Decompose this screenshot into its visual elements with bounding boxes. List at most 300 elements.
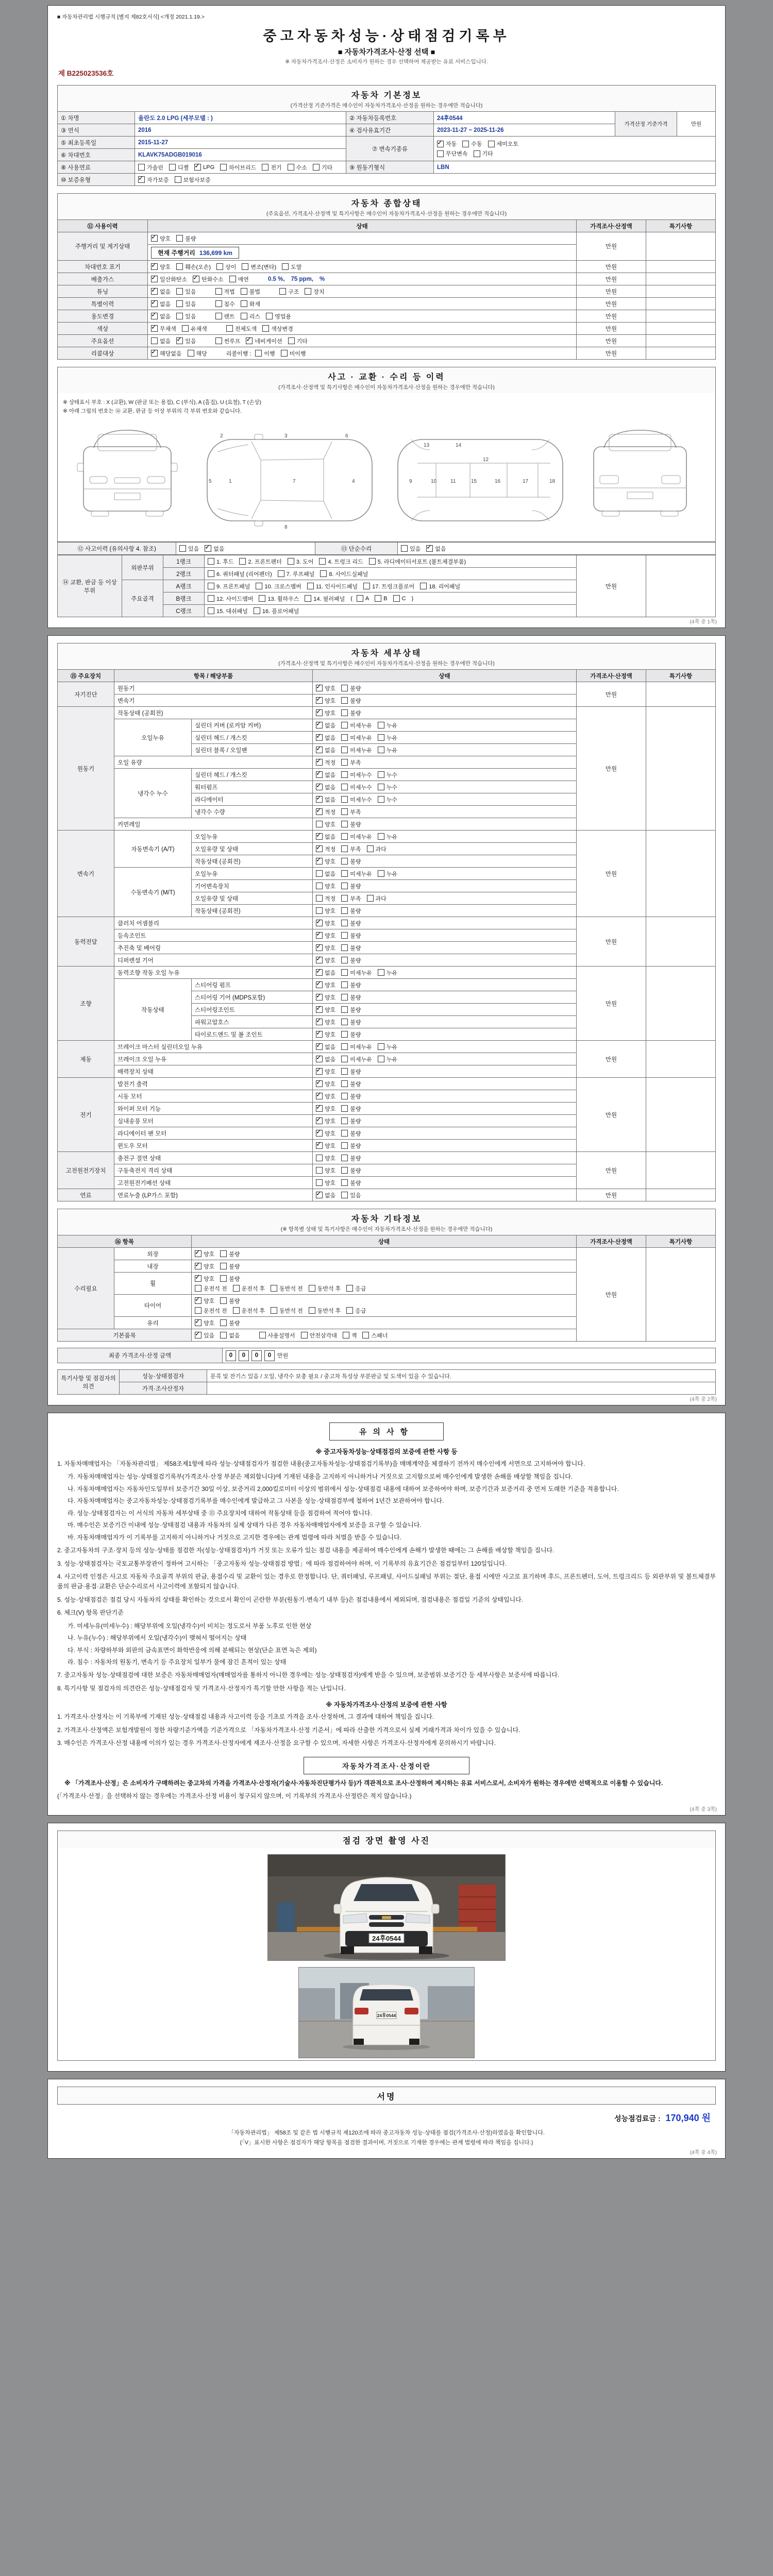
checkbox-label: 없음 [325, 784, 336, 791]
card-photos [47, 1823, 726, 2072]
cell: 동력전달 [58, 917, 114, 967]
mileage-box: 현재 주행거리 136,699 km [151, 247, 239, 259]
panel-damage-table [57, 555, 716, 617]
checkbox-checked [151, 349, 182, 358]
cell [313, 1028, 577, 1041]
cell: 만원 [577, 261, 646, 273]
checkbox-unchecked [341, 746, 372, 754]
checkbox-icon [316, 734, 323, 741]
cell: 특기사항 [646, 220, 716, 232]
table-row [58, 1235, 716, 1248]
cell [313, 1152, 577, 1164]
price-appraisal-box-body [57, 1778, 716, 1802]
section-title: 자동차 기본정보 [351, 91, 422, 100]
remarks-table [57, 1369, 716, 1395]
checkbox-icon [188, 350, 194, 357]
checkbox-checked [316, 1191, 335, 1199]
cell: ② 자동차등록번호 [346, 112, 434, 124]
checkbox-icon [241, 313, 247, 319]
checkbox-unchecked [282, 263, 301, 271]
checkbox-icon [378, 771, 384, 778]
cell [313, 1053, 577, 1065]
cell: ⑫ 사고이력 (유의사항 4. 참조) [58, 543, 176, 555]
cell: 실린더 커버 (로커암 커버) [192, 719, 313, 732]
checkbox-label: 11. 인사이드패널 [315, 583, 358, 590]
checkbox-label: 없음 [325, 1192, 336, 1199]
cell [646, 555, 716, 617]
table-row [58, 707, 716, 719]
checkbox-label: 누수 [386, 772, 398, 778]
cell [313, 719, 577, 732]
checkbox-label: 운전석 전 [204, 1308, 227, 1314]
checkbox-label: 도말 [291, 264, 302, 270]
checkbox-icon [341, 1192, 348, 1198]
checkbox-label: 양호 [325, 858, 336, 865]
checkbox-icon [341, 1179, 348, 1186]
checkbox-icon [262, 325, 269, 332]
checkbox-unchecked [341, 1166, 361, 1175]
cell: 만원 [577, 831, 646, 917]
text-item: 리콜이행 : [226, 350, 251, 357]
simple-repair [398, 543, 716, 555]
checkbox-icon [316, 1192, 323, 1198]
checkbox-icon [341, 858, 348, 865]
svg-text:7: 7 [293, 479, 296, 484]
inspection-photo-front [267, 1854, 506, 1961]
checkbox-icon [215, 300, 222, 307]
svg-text:13: 13 [424, 443, 430, 448]
cell: 주행거리 및 계기상태 [58, 232, 148, 261]
cell: 추진축 및 베어링 [114, 942, 313, 954]
table-row [58, 1348, 716, 1363]
cell: 자동변속기 (A/T) [114, 831, 192, 868]
notice-paragraph: ※ 「가격조사·산정」은 소비자가 구매하려는 중고차의 가격을 가격조사·산정자(기술사·자동차진단평가사 등)가 객관적으로 조사·산정하여 제시하는 유료 서비스로서, 소비자가 원하는 경우에만 선택적으로 이용할 수 있습니다. [64, 1779, 663, 1787]
cell [313, 942, 577, 954]
checkbox-icon [175, 176, 181, 183]
checkbox-unchecked [151, 337, 171, 345]
checkbox-icon [320, 570, 327, 577]
checkbox-icon [313, 164, 320, 171]
checkbox-checked [316, 1129, 335, 1138]
checkbox-unchecked [341, 1105, 361, 1113]
checkbox-unchecked [176, 234, 196, 243]
checkbox-icon [176, 263, 183, 270]
checkbox-icon [316, 833, 323, 840]
checkbox-unchecked [215, 337, 241, 345]
checkbox-unchecked [266, 312, 291, 320]
checkbox-label: 누유 [386, 747, 398, 754]
checkbox-label: 동반석 전 [279, 1308, 303, 1314]
cell [646, 261, 716, 273]
cell: B랭크 [163, 592, 205, 605]
fuel-type [135, 161, 346, 174]
checkbox-label: 훼손(오손) [185, 264, 211, 270]
cell [148, 335, 577, 347]
notice-paragraph: 라. 침수 : 자동차의 원동기, 변속기 등 주요장치 일부가 물에 잠긴 흔적이 있는 상태 [68, 1658, 287, 1666]
checkbox-icon [346, 1285, 353, 1292]
checkbox-unchecked [215, 287, 235, 296]
checkbox-label: 누유 [386, 1056, 398, 1063]
cell: ⑦ 변속기종류 [346, 137, 434, 161]
checkbox-label: 양호 [160, 235, 171, 242]
checkbox-unchecked [239, 557, 281, 566]
checkbox-checked [316, 993, 335, 1002]
checkbox-unchecked [367, 845, 386, 853]
cell: 작동상태 (공회전) [114, 707, 313, 719]
checkbox-checked [316, 1080, 335, 1088]
checkbox-icon [220, 1263, 227, 1269]
cell [646, 232, 716, 261]
cell: 오일유량 및 상태 [192, 843, 313, 855]
checkbox-checked [151, 234, 171, 243]
checkbox-icon [341, 1142, 348, 1149]
checkbox-checked [316, 734, 335, 742]
checkbox-checked [195, 1319, 214, 1327]
table-row [58, 347, 716, 360]
checkbox-unchecked [341, 833, 372, 841]
checkbox-icon [316, 845, 323, 852]
checkbox-icon [316, 907, 323, 914]
checkbox-unchecked [176, 300, 196, 308]
checkbox-icon [195, 1332, 201, 1338]
checkbox-unchecked [341, 857, 361, 866]
checkbox-icon [341, 759, 348, 766]
checkbox-label: 없음 [160, 313, 171, 320]
checkbox-label: 적정 [325, 759, 336, 766]
checkbox-icon [316, 944, 323, 951]
cell [313, 1004, 577, 1016]
cell [205, 580, 577, 592]
checkbox-icon [151, 325, 158, 332]
checkbox-icon [341, 969, 348, 976]
cell: 라디에이터 [192, 793, 313, 806]
checkbox-icon [316, 1031, 323, 1038]
inspector-remark: 문콕 및 잔기스 있음 / 오일, 냉각수 보충 필요 / 중고차 특성상 부분판금 및 도색이 있을 수 있습니다. [207, 1370, 716, 1382]
section-title: 자동차 기타정보 [351, 1215, 422, 1224]
checkbox-checked [316, 857, 335, 866]
checkbox-unchecked [437, 149, 468, 158]
notices-body [57, 1447, 716, 1749]
checkbox-label: 있음 [188, 546, 199, 552]
cell: C랭크 [163, 605, 205, 617]
checkbox-icon [233, 1307, 240, 1314]
checkbox-checked [316, 981, 335, 989]
checkbox-label: 렌트 [224, 313, 235, 320]
checkbox-label: 없음 [325, 747, 336, 754]
checkbox-label: 적정 [325, 809, 336, 816]
cell: 가격산정 기준가격 [615, 112, 677, 137]
cell [313, 979, 577, 991]
checkbox-label: 불량 [350, 1019, 361, 1026]
checkbox-icon [341, 1093, 348, 1099]
checkbox-checked [316, 833, 335, 841]
cell: 커먼레일 [114, 818, 313, 831]
svg-text:1: 1 [229, 479, 232, 484]
notice-paragraph: 3. 성능·상태점검자는 국토교통부장관이 정하여 고시하는 「중고자동차 성능·상태점검 방법」에 따라 점검하여야 하며, 이 기록부의 유효기간은 점검일부터 120일입니다. [57, 1560, 507, 1567]
checkbox-label: 불량 [350, 883, 361, 890]
checkbox-icon [316, 1167, 323, 1174]
checkbox-label: 운전석 전 [204, 1285, 227, 1292]
checkbox-icon [316, 821, 323, 827]
checkbox-icon [316, 1105, 323, 1112]
table-row [58, 1078, 716, 1090]
cell: 특별이력 [58, 298, 148, 310]
checkbox-label: 없음 [325, 970, 336, 976]
checkbox-label: 미세누수 [350, 784, 372, 791]
table-row [58, 967, 716, 979]
checkbox-label: 적정 [325, 895, 336, 902]
photo-area [57, 1848, 716, 2061]
checkbox-label: 13. 휠하우스 [267, 596, 299, 602]
svg-text:18: 18 [549, 479, 556, 484]
checkbox-label: 누유 [386, 1044, 398, 1050]
checkbox-unchecked [288, 557, 313, 566]
checkbox-label: 불량 [229, 1298, 240, 1304]
checkbox-label: 불량 [350, 1118, 361, 1125]
cell: 만원 [577, 917, 646, 967]
checkbox-icon [378, 833, 384, 840]
cell: 용도변경 [58, 310, 148, 323]
checkbox-icon [316, 1068, 323, 1075]
notice-paragraph: 나. 누유(누수) : 해당부위에서 오일(냉각수)이 맺혀서 떨어지는 상태 [68, 1634, 247, 1642]
cell: 스티어링조인트 [192, 1004, 313, 1016]
checkbox-label: 양호 [325, 1093, 336, 1100]
page-subtitle: ■ 자동차가격조사·산정 선택 ■ [338, 48, 435, 57]
checkbox-unchecked [341, 845, 361, 853]
checkbox-label: 스패너 [371, 1332, 388, 1339]
checkbox-label: 없음 [435, 546, 446, 552]
checkbox-icon [316, 722, 323, 728]
cell [646, 335, 716, 347]
checkbox-icon [341, 895, 348, 902]
basic-info-table [57, 111, 716, 186]
checkbox-unchecked [262, 325, 293, 333]
checkbox-unchecked [309, 1307, 341, 1315]
checkbox-label: 불량 [350, 858, 361, 865]
checkbox-label: 불량 [350, 685, 361, 692]
section-title: 서명 [377, 2092, 396, 2102]
checkbox-icon [316, 1142, 323, 1149]
car-top-view [207, 434, 372, 526]
checkbox-checked [151, 263, 171, 271]
checkbox-unchecked [259, 1331, 295, 1340]
svg-text:3: 3 [284, 433, 288, 439]
checkbox-label: 네비게이션 [255, 338, 282, 345]
checkbox-unchecked [341, 931, 361, 940]
cell: 실내송풍 모터 [114, 1115, 313, 1127]
checkbox-unchecked [226, 325, 257, 333]
cell: 실린더 헤드 / 개스킷 [192, 769, 313, 781]
checkbox-unchecked [401, 545, 421, 553]
cell: ① 차명 [58, 112, 135, 124]
checkbox-icon [343, 1332, 349, 1338]
checkbox-label: B [383, 595, 388, 602]
cell [313, 1177, 577, 1189]
cell: 변속기 [58, 831, 114, 917]
cell [148, 323, 577, 335]
cell: 만원 [577, 555, 646, 617]
cell: ⑬ 단순수리 [315, 543, 398, 555]
checkbox-label: 양호 [325, 1069, 336, 1075]
checkbox-icon [309, 1285, 315, 1292]
checkbox-label: 7. 루프패널 [286, 571, 315, 578]
checkbox-label: 불량 [350, 1093, 361, 1100]
checkbox-icon [179, 545, 186, 552]
checkbox-label: 8. 사이드실패널 [329, 571, 368, 578]
checkbox-unchecked [341, 1018, 361, 1026]
checkbox-unchecked [319, 557, 363, 566]
checkbox-label: 하이브리드 [229, 164, 257, 171]
checkbox-icon [208, 558, 214, 565]
first-registration-date: 2015-11-27 [135, 137, 346, 149]
checkbox-icon [151, 235, 158, 242]
checkbox-icon [341, 722, 348, 728]
checkbox-unchecked [316, 907, 335, 915]
final-price-value [223, 1348, 716, 1363]
checkbox-unchecked [341, 1117, 361, 1125]
cell: 주요옵션 [58, 335, 148, 347]
checkbox-checked [316, 697, 335, 705]
cell: 시동 모터 [114, 1090, 313, 1103]
checkbox-label: 양호 [325, 1130, 336, 1137]
checkbox-checked [151, 275, 187, 283]
checkbox-icon [341, 771, 348, 778]
checkbox-unchecked [341, 734, 372, 742]
checkbox-icon [378, 1056, 384, 1062]
cell: 만원 [577, 232, 646, 261]
checkbox-unchecked [305, 287, 324, 296]
checkbox-unchecked [316, 870, 335, 878]
cell [313, 1041, 577, 1053]
cell: 전기 [58, 1078, 114, 1152]
checkbox-icon [316, 895, 323, 902]
notice-paragraph: 마. 매수인은 보증기간 이내에 성능·상태점검 내용과 자동차의 실제 상태가 다른 경우 자동차매매업자에게 보증을 요구할 수 있습니다. [68, 1521, 422, 1529]
car-front-view [77, 430, 177, 516]
table-row [58, 220, 716, 232]
notice-paragraph: 7. 중고자동차 성능·상태점검에 대한 보증은 자동차매매업자(매매업자를 통하지 아니한 경우에는 성능·상태점검자)에게 받을 수 있으며, 보증범위·보증기간 등 세부사항은 보증서에 따릅니다. [57, 1671, 560, 1679]
notice-paragraph: 1. 자동차매매업자는 「자동차관리법」 제58조제1항에 따라 성능·상태점검자가 점검한 내용(중고자동차성능·상태점검기록부)을 매매계약을 체결하기 전까지 매수인에게 서면으로 고지하여야 합니다. [57, 1460, 585, 1467]
cell: 특기사항 및 점검자의 의견 [58, 1370, 120, 1395]
license-plate-number: 24후0544 [372, 1934, 401, 1942]
cell: 만원 [577, 335, 646, 347]
cell: 상태 [148, 220, 577, 232]
checkbox-unchecked [341, 1092, 361, 1100]
text-item: 만원 [277, 1353, 289, 1359]
checkbox-unchecked [341, 721, 372, 730]
checkbox-icon [316, 808, 323, 815]
cell: 실린더 헤드 / 개스킷 [192, 732, 313, 744]
checkbox-label: 전기 [271, 164, 282, 171]
section-accident-header [57, 367, 716, 393]
checkbox-unchecked [341, 919, 361, 927]
checkbox-icon [195, 1263, 201, 1269]
checkbox-unchecked [316, 1154, 335, 1162]
checkbox-icon [220, 1250, 227, 1257]
svg-text:4: 4 [352, 479, 355, 484]
checkbox-icon [262, 164, 268, 171]
checkbox-label: 불량 [350, 1143, 361, 1149]
legal-line-2: (「V」표시한 사항은 점검자가 해당 항목을 점검한 결과이며, 거짓으로 기재한 경우에는 관계 법령에 따라 책임을 집니다.) [240, 2139, 533, 2146]
checkbox-icon [378, 969, 384, 976]
cell [646, 1078, 716, 1152]
checkbox-unchecked [305, 595, 345, 603]
cell [646, 1189, 716, 1201]
checkbox-label: 양호 [204, 1251, 215, 1258]
measured-value: 75 ppm, [291, 276, 313, 282]
section-note: (가격조사·산정액 및 특기사항은 매수인이 자동차가격조사·산정을 원하는 경우에만 적습니다) [278, 384, 495, 391]
checkbox-icon [341, 845, 348, 852]
cell [313, 954, 577, 967]
cell [646, 682, 716, 707]
checkbox-label: 동반석 전 [279, 1285, 303, 1292]
notice-paragraph: 다. 부식 : 차량하부와 외판의 금속표면이 화학반응에 의해 분해되는 현상(단순 표면 녹은 제외) [68, 1646, 317, 1654]
cell: 연료누출 (LP가스 포함) [114, 1189, 313, 1201]
checkbox-icon [288, 337, 295, 344]
checkbox-label: 리스 [249, 313, 261, 320]
notice-paragraph: 1. 가격조사·산정자는 이 기록부에 기재된 성능·상태점검 내용과 사고이력 등을 기초로 가격을 조사·산정하며, 그 결과에 대하여 책임을 집니다. [57, 1713, 434, 1721]
checkbox-unchecked [215, 300, 235, 308]
checkbox-icon [229, 276, 236, 282]
notice-paragraph: 2. 가격조사·산정액은 보험개발원이 정한 차량기준가액을 기준가격으로 「자동차가격조사·산정 기준서」에 따라 산출한 가격으로서 실제 거래가격과 차이가 있을 수 있습니다. [57, 1726, 520, 1734]
checkbox-label: 없음 [325, 796, 336, 803]
checkbox-unchecked [357, 595, 369, 602]
checkbox-label: 미세누유 [350, 970, 372, 976]
checkbox-icon [316, 784, 323, 790]
checkbox-unchecked [179, 545, 199, 553]
checkbox-icon [316, 1080, 323, 1087]
checkbox-icon [341, 697, 348, 704]
checkbox-icon [341, 994, 348, 1001]
checkbox-label: 응급 [355, 1308, 366, 1314]
checkbox-checked [316, 1117, 335, 1125]
checkbox-unchecked [363, 582, 414, 590]
checkbox-checked [316, 1067, 335, 1076]
checkbox-unchecked [220, 1275, 240, 1283]
checkbox-checked [151, 325, 176, 333]
page-title: 중고자동차성능·상태점검기록부 [263, 28, 510, 44]
checkbox-unchecked [241, 312, 260, 320]
table-row [58, 543, 716, 555]
checkbox-label: 있음 [185, 301, 196, 308]
cell [646, 347, 716, 360]
checkbox-unchecked [378, 721, 397, 730]
checkbox-checked [246, 337, 282, 345]
checkbox-checked [316, 684, 335, 692]
cell [313, 1090, 577, 1103]
checkbox-icon [309, 1307, 315, 1314]
doc-number: 제 B225023536호 [58, 70, 114, 77]
checkbox-label: 없음 [325, 772, 336, 778]
cell: ⑤ 최초등록일 [58, 137, 135, 149]
checkbox-icon [256, 583, 262, 589]
checkbox-icon [316, 858, 323, 865]
svg-text:11: 11 [450, 479, 456, 484]
cell: 만원 [577, 273, 646, 285]
cell: 등속조인트 [114, 929, 313, 942]
cell: 작동상태 (공회전) [192, 855, 313, 868]
cell [646, 1248, 716, 1342]
checkbox-icon [220, 1319, 227, 1326]
checkbox-unchecked [341, 1080, 361, 1088]
section-photos-header [57, 1831, 716, 1848]
checkbox-unchecked [341, 1006, 361, 1014]
cell [313, 892, 577, 905]
checkbox-icon [341, 1068, 348, 1075]
checkbox-label: 미세누유 [350, 834, 372, 840]
cell: 만원 [577, 285, 646, 298]
cell: ③ 연식 [58, 124, 135, 137]
checkbox-icon [316, 697, 323, 704]
